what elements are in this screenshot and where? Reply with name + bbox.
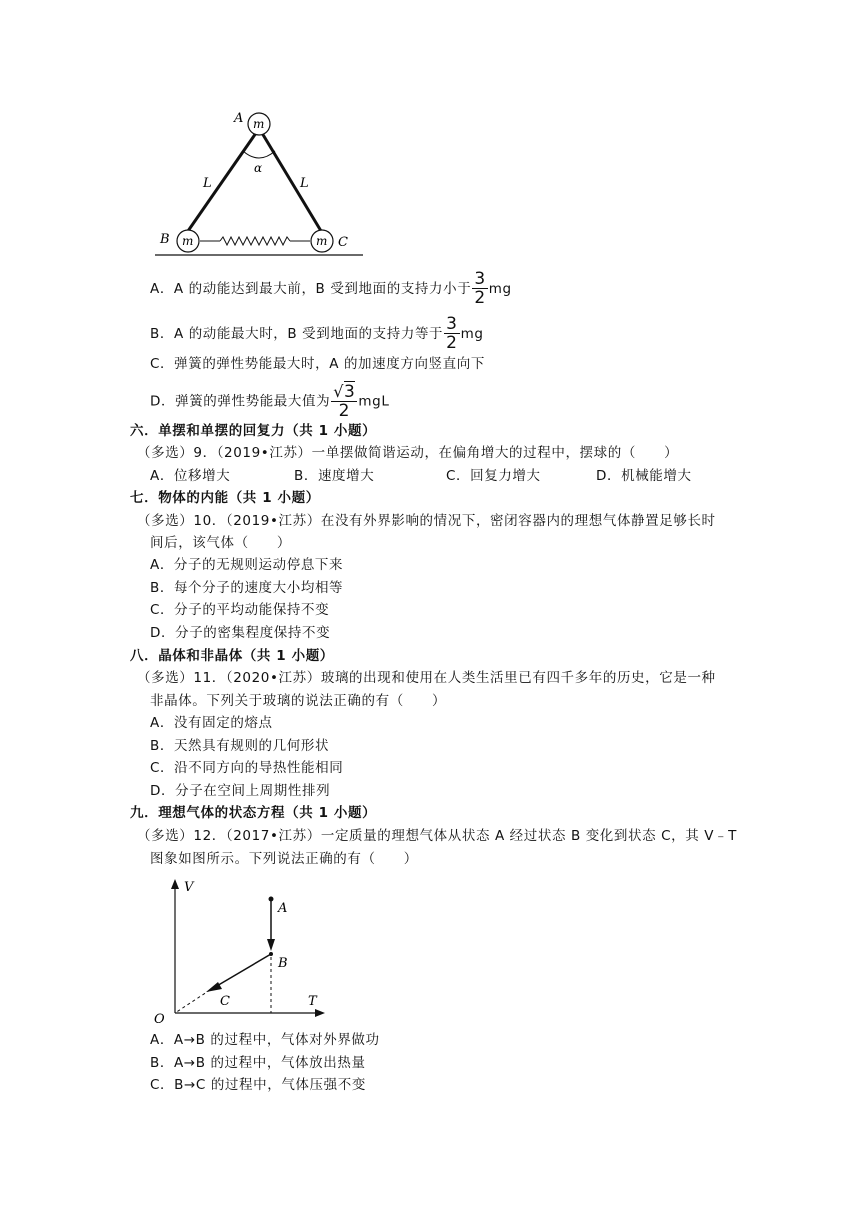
axis-v-arrow-icon [171, 879, 179, 889]
q9-option-a: A．位移增大 [150, 468, 231, 484]
angle-arc [243, 151, 275, 158]
axis-t-label: T [308, 994, 317, 1009]
q11-stem-line1: （多选）11．（2020•江苏）玻璃的出现和使用在人类生活里已有四千多年的历史，它是一种 [137, 670, 716, 686]
q12-stem-line1: （多选）12．（2017•江苏）一定质量的理想气体从状态 A 经过状态 B 变化到状态 C，其 V﹣T [137, 828, 737, 844]
point-a-label: A [278, 901, 288, 916]
q8-option-a [150, 271, 512, 307]
fraction-denominator: 2 [474, 288, 486, 308]
spring [220, 237, 290, 245]
q12-stem-line2: 图象如图所示。下列说法正确的有（ ） [150, 851, 418, 867]
point-label-A: A [234, 111, 244, 126]
mass-label-B: m [182, 234, 194, 248]
triangle-spring-figure [155, 105, 370, 260]
origin-label: O [154, 1012, 165, 1025]
fraction-numerator [331, 383, 357, 401]
sqrt-radicand: 3 [344, 382, 356, 402]
q11-option-c: C．沿不同方向的导热性能相同 [150, 760, 344, 776]
section-heading-9: 九．理想气体的状态方程（共 1 小题） [130, 805, 377, 821]
q10-stem-line1: （多选）10．（2019•江苏）在没有外界影响的情况下，密闭容器内的理想气体静置足够长时 [137, 513, 716, 529]
point-c-label: C [220, 994, 230, 1009]
q10-option-b: B．每个分子的速度大小均相等 [150, 580, 344, 596]
point-b-label: B [278, 956, 288, 971]
q8-option-a-text: A．A 的动能达到最大前，B 受到地面的支持力小于 [150, 281, 472, 297]
fraction-3-2 [444, 316, 459, 352]
point-a-dot [269, 897, 274, 902]
q11-option-d: D．分子在空间上周期性排列 [150, 783, 331, 799]
q8-option-d [150, 383, 389, 420]
rod-right [262, 133, 321, 231]
rod-label-left: L [203, 176, 212, 191]
q8-option-a-unit: mg [488, 281, 512, 297]
v-t-graph-figure [148, 875, 338, 1025]
point-label-C: C [338, 235, 348, 250]
q9-option-b: B．速度增大 [294, 468, 375, 484]
arrow-a-b-icon [267, 939, 275, 951]
q11-stem-line2: 非晶体。下列关于玻璃的说法正确的有（ ） [150, 693, 447, 709]
q10-stem-line2: 间后，该气体（ ） [150, 535, 291, 551]
q9-option-c: C．回复力增大 [446, 468, 541, 484]
q8-option-b [150, 316, 483, 352]
q10-option-c: C．分子的平均动能保持不变 [150, 602, 330, 618]
sqrt-icon: √ [333, 382, 344, 401]
q12-option-c: C．B→C 的过程中，气体压强不变 [150, 1077, 366, 1093]
q12-option-a: A．A→B 的过程中，气体对外界做功 [150, 1032, 380, 1048]
mass-label-C: m [316, 234, 328, 248]
angle-label: α [254, 161, 263, 175]
fraction-numerator: 3 [446, 314, 458, 334]
section-heading-8: 八．晶体和非晶体（共 1 小题） [130, 648, 334, 664]
q8-option-d-unit: mgL [358, 393, 390, 410]
q10-option-d: D．分子的密集程度保持不变 [150, 625, 331, 641]
fraction-denominator: 2 [446, 333, 458, 353]
q8-option-b-unit: mg [460, 326, 484, 342]
fraction-sqrt3-2 [331, 383, 357, 420]
extension-to-origin [175, 990, 210, 1013]
q11-option-a: A．没有固定的熔点 [150, 715, 273, 731]
point-label-B: B [160, 232, 170, 247]
fraction-denominator: 2 [338, 401, 351, 421]
q10-option-a: A．分子的无规则运动停息下来 [150, 557, 344, 573]
section-heading-7: 七．物体的内能（共 1 小题） [130, 490, 320, 506]
section-heading-6: 六．单摆和单摆的回复力（共 1 小题） [130, 423, 377, 439]
rod-left [188, 133, 256, 231]
axis-t-arrow-icon [315, 1009, 325, 1017]
q9-stem: （多选）9．（2019•江苏）一单摆做简谐运动，在偏角增大的过程中，摆球的（ ） [137, 445, 679, 461]
q9-option-d: D．机械能增大 [596, 468, 692, 484]
q12-option-b: B．A→B 的过程中，气体放出热量 [150, 1055, 366, 1071]
q8-option-b-text: B．A 的动能最大时，B 受到地面的支持力等于 [150, 326, 444, 342]
mass-label-A: m [253, 117, 265, 131]
q11-option-b: B．天然具有规则的几何形状 [150, 738, 330, 754]
q8-option-d-text: D．弹簧的弹性势能最大值为 [150, 393, 331, 410]
rod-label-right: L [300, 176, 309, 191]
fraction-3-2 [472, 271, 487, 307]
axis-v-label: V [184, 880, 194, 895]
fraction-numerator: 3 [474, 269, 486, 289]
q8-option-c: C．弹簧的弹性势能最大时，A 的加速度方向竖直向下 [150, 356, 485, 372]
